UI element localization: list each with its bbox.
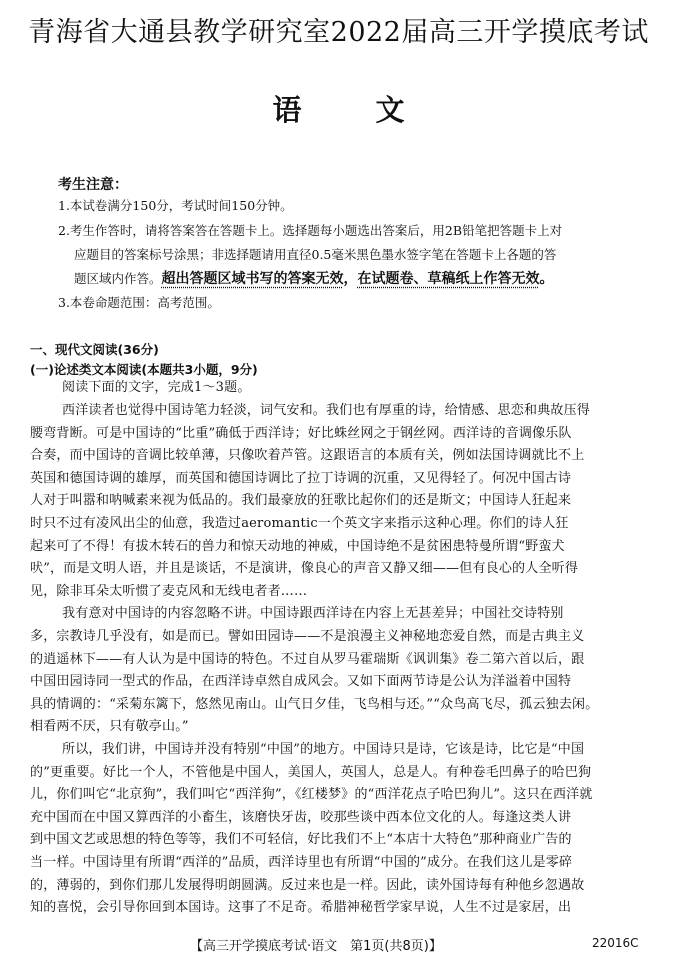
passage-line: 人对于叫嚣和呐喊素来视为低品的。我们最豪放的狂歌比起你们的还是斯文；中国诗人狂起来 [30, 493, 572, 509]
subject-title [0, 88, 677, 129]
passage-line: 多，宗教诗几乎没有，如是而已。譬如田园诗——不是浪漫主义神秘地恋爱自然，而是古典主义 [30, 629, 585, 644]
notice-item-2-line-3 [74, 267, 664, 291]
passage-line: 的逍遥林下——有人认为是中国诗的特色。不过自从罗马霍瑞斯《讽训集》卷二第六首以后，跟 [30, 651, 585, 667]
notice-item-2-line-1: 2.考生作答时，请将答案答在答题卡上。选择题每小题选出答案后，用2B铅笔把答题卡上对 [58, 223, 563, 238]
passage-line: 腰弯背断。可是中国诗的“比重”确低于西洋诗；好比蛛丝网之于钢丝网。西洋诗的音调像乐队 [30, 425, 572, 441]
passage-line: 所以，我们讲，中国诗并没有特别“中国”的地方。中国诗只是诗，它该是诗，比它是“中国 [62, 742, 585, 757]
subsection-heading: (一)论述类文本阅读(本题共3小题，9分) [30, 362, 258, 377]
passage-line: 相看两不厌，只有敬亭山。” [30, 719, 189, 735]
passage-line: 合奏，而中国诗的音调比较单薄，只像吹着芦管。这跟语言的本质有关，例如法国诗调就比不上 [30, 448, 585, 464]
page-footer: 【高三开学摸底考试·语文 第1页(共8页)】 [190, 939, 442, 954]
notice-item-2-line-2: 应题目的答案标号涂黑；非选择题请用直径0.5毫米黑色墨水签字笔在答题卡上各题的答 [74, 247, 557, 262]
passage-line: 时只不过有凌风出尘的仙意，我造过aeromantic一个英文字来指示这种心理。你们的诗人狂 [30, 516, 569, 531]
passage-line: 英国和德国诗调的雄厚，而英国和德国诗调比了拉丁诗调的沉重，又见得轻了。何况中国古诗 [30, 470, 572, 486]
passage-line: 起来可了不得！有拔木转石的兽力和惊天动地的神威，中国诗绝不是贫困患特曼所谓“野蛮犬 [30, 538, 565, 554]
passage-line: 我有意对中国诗的内容忽略不讲。中国诗跟西洋诗在内容上无甚差异；中国社交诗特别 [62, 606, 564, 622]
passage-line: 的，薄弱的，到你们那儿发展得明朗圆满。反过来也是一样。因此，读外国诗每有种他乡忽遇故 [30, 877, 585, 893]
notice-emphasis-2: 在试题卷、草稿纸上作答无效 [357, 271, 540, 287]
notice-emphasis-end: 。 [539, 271, 554, 287]
exam-title: 青海省大通县教学研究室2022届高三开学摸底考试 [28, 17, 649, 48]
passage-line: 到中国文艺或思想的特色等等，我们不可轻信，好比我们不上“本店十大特色”那种商业广告的 [30, 832, 572, 848]
passage-line: 吠”，而是文明人语，并且是谈话，不是演讲，像良心的声音又静又细——但有良心的人全听得 [30, 561, 579, 577]
passage-line: 知的喜悦，会引导你回到本国诗。这事了不足奇。希腊神秘哲学家早说，人生不过是家居，出 [30, 900, 572, 916]
notice-plain-text: 题区域内作答。 [74, 271, 162, 286]
notice-emphasis-1: 超出答题区域书写的答案无效 [161, 271, 344, 287]
passage-line: 儿，你们叫它“北京狗”，我们叫它“西洋狗”，《红楼梦》的“西洋花点子哈巴狗儿”。这只在西洋就 [30, 787, 593, 803]
notice-item-3: 3.本卷命题范围：高考范围。 [58, 295, 220, 310]
subject-char-2: 文 [375, 93, 405, 127]
notice-emphasis-separator: ， [343, 271, 358, 287]
passage-line: 具的情调的：“采菊东篱下，悠然见南山。山气日夕佳，飞鸟相与还。”“众鸟高飞尽，孤云独去闲。 [30, 696, 599, 712]
passage-line: 中国田园诗同一型式的作品，在西洋诗卓然自成风会。又如下面两节诗是公认为洋溢着中国特 [30, 674, 572, 690]
section-heading: 一、现代文阅读(36分) [30, 342, 159, 357]
subject-char-1: 语 [272, 93, 302, 127]
passage-line: 充中国而在中国又算西洋的小畜生，该磨快牙齿，咬那些谈中西本位文化的人。每逢这类人讲 [30, 809, 572, 825]
passage-line: 的”更重要。好比一个人，不管他是中国人，美国人，英国人，总是人。有种卷毛凹鼻子的哈巴狗 [30, 764, 592, 780]
passage-line: 见，除非耳朵太听惯了麦克风和无线电者者…… [30, 583, 308, 599]
passage-line: 当一样。中国诗里有所谓“西洋的”品质，西洋诗里也有所谓“中国的”成分。在我们这儿是零碎 [30, 855, 573, 870]
reading-instruction: 阅读下面的文字，完成1～3题。 [62, 380, 251, 395]
notice-heading: 考生注意： [58, 177, 128, 193]
paper-code: 22016C [592, 936, 639, 950]
passage-line: 西洋读者也觉得中国诗笔力轻淡，词气安和。我们也有厚重的诗，给情感、思恋和典故压得 [62, 403, 591, 418]
notice-item-1: 1.本试卷满分150分，考试时间150分钟。 [58, 198, 293, 213]
